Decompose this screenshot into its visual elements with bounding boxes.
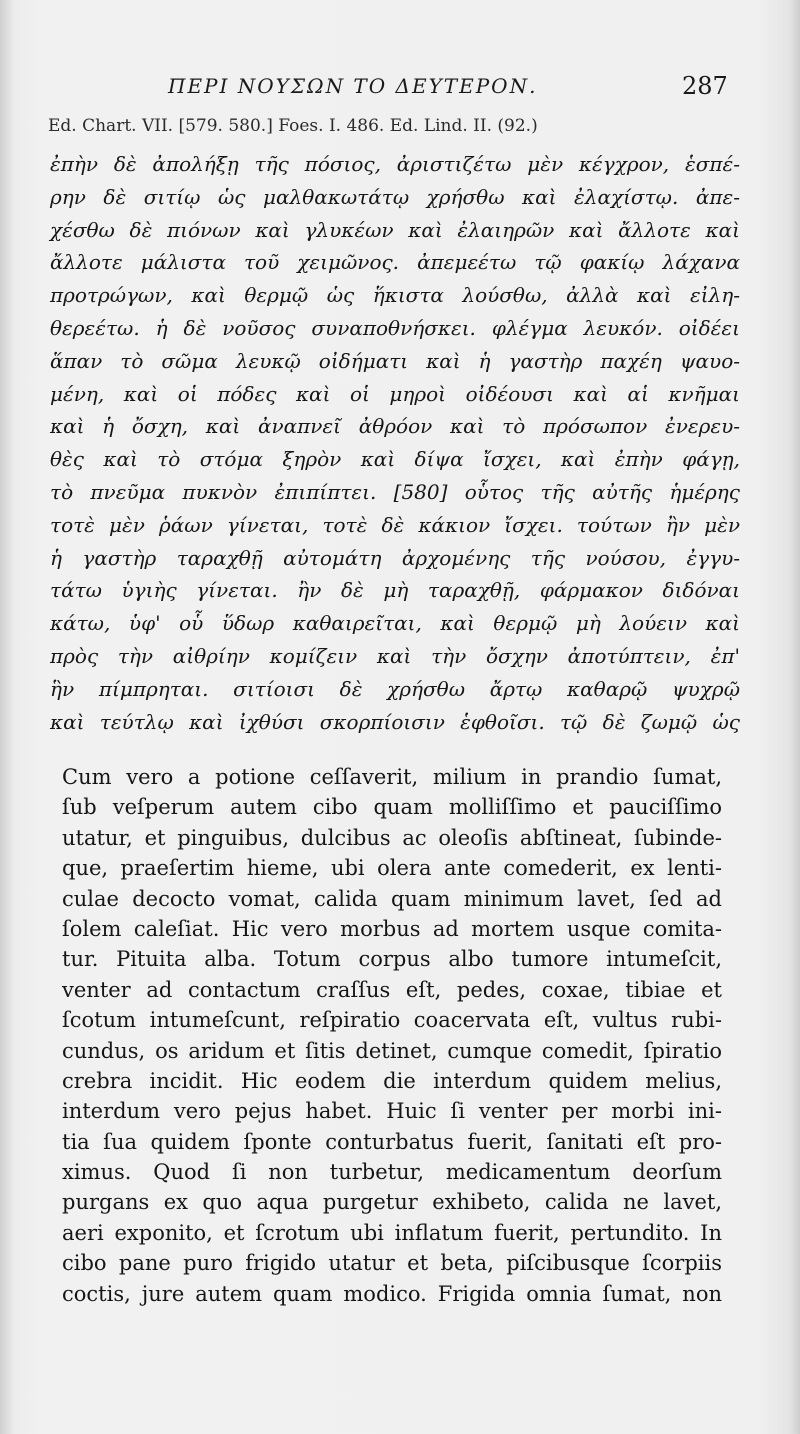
latin-line: coctis, jure autem quam modico. Frigida omnia ſumat, non <box>62 1281 722 1306</box>
latin-line: utatur, et pinguibus, dulcibus ac oleoſis abſtineat, ſubinde- <box>62 825 722 850</box>
latin-line: tia ſua quidem ſponte conturbatus fuerit, ſanitati eſt pro- <box>62 1129 722 1154</box>
greek-line: ρην δὲ σιτίῳ ὡς μαλθακωτάτῳ χρήσθω καὶ ἐλαχίστῳ. ἀπε- <box>50 184 740 209</box>
greek-line: τοτὲ μὲν ῥάων γίνεται, τοτὲ δὲ κάκιον ἴσχει. τούτων ἢν μὲν <box>50 512 740 537</box>
latin-line: aeri exponito, et ſcrotum ubi inflatum fuerit, pertundito. In <box>62 1220 722 1245</box>
latin-line: cundus, os aridum et ſitis detinet, cumque comedit, ſpiratio <box>62 1038 722 1063</box>
greek-text-block <box>50 148 740 738</box>
greek-line: μένη, καὶ οἱ πόδες καὶ οἱ μηροὶ οἰδέουσι καὶ αἱ κνῆμαι <box>50 381 740 406</box>
latin-line: crebra incidit. Hic eodem die interdum quidem melius, <box>62 1068 722 1093</box>
greek-line: ἣν πίμπρηται. σιτίοισι δὲ χρήσθω ἄρτῳ καθαρῷ ψυχρῷ <box>50 676 740 701</box>
greek-line: προτρώγων, καὶ θερμῷ ὡς ἥκιστα λούσθω, ἀλλὰ καὶ εἰλη- <box>50 283 740 308</box>
greek-line: θερεέτω. ἡ δὲ νοῦσος συναποθνήσκει. φλέγμα λευκόν. οἰδέει <box>50 315 740 340</box>
greek-line: ἄλλοτε μάλιστα τοῦ χειμῶνος. ἀπεμεέτω τῷ φακίῳ λάχανα <box>50 250 740 275</box>
greek-line: θὲς καὶ τὸ στόμα ξηρὸν καὶ δίψα ἴσχει, καὶ ἐπὴν φάγῃ, <box>50 447 740 472</box>
latin-line: ſcotum intumeſcunt, reſpiratio coacervata eſt, vultus rubi- <box>62 1008 722 1033</box>
greek-line: κάτω, ὑφ' οὗ ὕδωρ καθαιρεῖται, καὶ θερμῷ μὴ λούειν καὶ <box>50 611 740 636</box>
latin-line: tur. Pituita alba. Totum corpus albo tumore intumeſcit, <box>62 947 722 972</box>
greek-line: πρὸς τὴν αἰθρίην κομίζειν καὶ τὴν ὄσχην ἀποτύπτειν, ἐπ' <box>50 643 740 668</box>
latin-line: Cum vero a potione ceſſaverit, milium in prandio ſumat, <box>62 765 722 789</box>
latin-line: ſub veſperum autem cibo quam molliſſimo et pauciſſimo <box>62 795 722 820</box>
greek-line: ἅπαν τὸ σῶμα λευκῷ οἰδήματι καὶ ἡ γαστὴρ παχέη ψαυο- <box>50 348 740 373</box>
latin-line: purgans ex quo aqua purgetur exhibeto, calida ne lavet, <box>62 1190 722 1215</box>
greek-line: ἡ γαστὴρ ταραχθῇ αὐτομάτη ἀρχομένης τῆς νούσου, ἐγγυ- <box>50 545 740 570</box>
greek-line: ἐπὴν δὲ ἀπολήξῃ τῆς πόσιος, ἀριστιζέτω μὲν κέγχρον, ἑσπέ- <box>50 152 740 176</box>
latin-line: que, praeſertim hieme, ubi olera ante comederit, ex lenti- <box>62 856 722 881</box>
latin-line: culae decocto vomat, calida quam minimum lavet, ſed ad <box>62 886 722 911</box>
running-title: ΠΕΡΙ ΝΟΥΣΩΝ ΤΟ ΔΕΥΤΕΡΟΝ. <box>168 74 538 98</box>
latin-line: cibo pane puro frigido utatur et beta, piſcibusque ſcorpiis <box>62 1251 722 1276</box>
latin-text-block <box>62 762 722 1309</box>
latin-line: venter ad contactum craſſus eſt, pedes, coxae, tibiae et <box>62 977 722 1002</box>
greek-line: τὸ πνεῦμα πυκνὸν ἐπιπίπτει. [580] οὗτος τῆς αὐτῆς ἡμέρης <box>50 479 740 504</box>
greek-line: χέσθω δὲ πιόνων καὶ γλυκέων καὶ ἐλαιηρῶν καὶ ἄλλοτε καὶ <box>50 217 740 242</box>
latin-line: ſolem caleſiat. Hic vero morbus ad mortem usque comita- <box>62 916 722 941</box>
greek-line: καὶ τεύτλῳ καὶ ἰχθύσι σκορπίοισιν ἑφθοῖσι. τῷ δὲ ζωμῷ ὡς <box>50 709 740 734</box>
latin-line: ximus. Quod ſi non turbetur, medicamentum deorſum <box>62 1160 722 1185</box>
latin-line: interdum vero pejus habet. Huic ſi venter per morbi ini- <box>62 1099 722 1124</box>
greek-line: τάτω ὑγιὴς γίνεται. ἢν δὲ μὴ ταραχθῇ, φάρμακον διδόναι <box>50 578 740 603</box>
greek-line: καὶ ἡ ὄσχη, καὶ ἀναπνεῖ ἀθρόον καὶ τὸ πρόσωπον ἐνερευ- <box>50 414 740 439</box>
page-number: 287 <box>682 72 728 100</box>
edition-references: Ed. Chart. VII. [579. 580.] Foes. I. 486. Ed. Lind. II. (92.) <box>48 116 538 136</box>
